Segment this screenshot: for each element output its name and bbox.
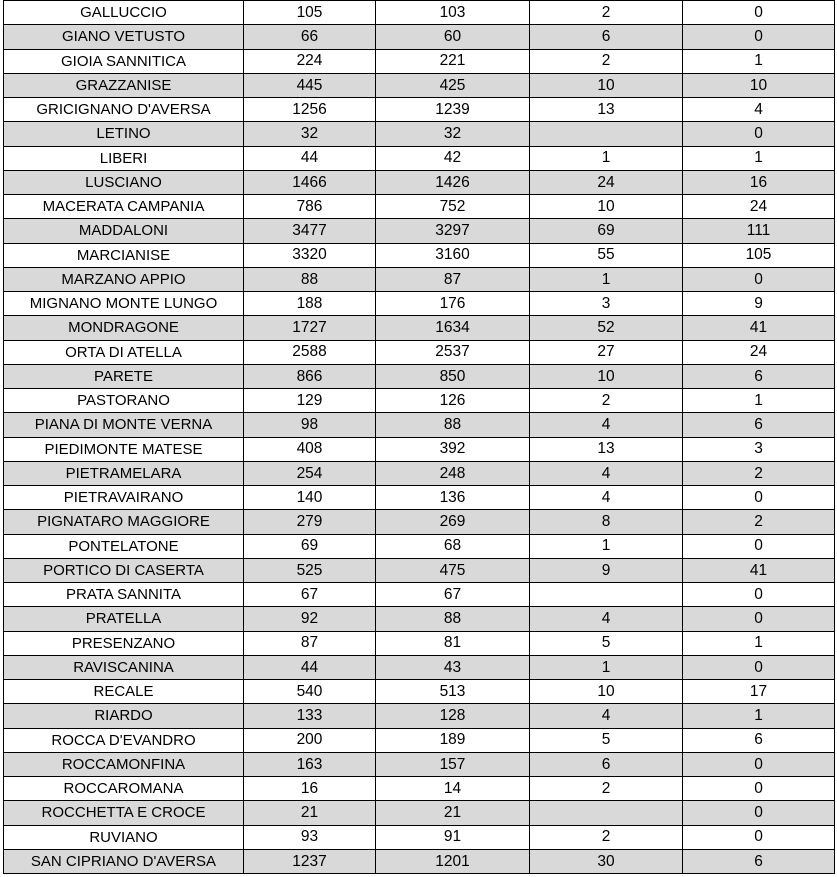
municipality-name-cell: GALLUCCIO: [4, 1, 244, 25]
municipality-name-cell: MADDALONI: [4, 219, 244, 243]
value-cell-col-4: 10: [683, 73, 835, 97]
value-cell-col-4: 9: [683, 292, 835, 316]
value-cell-col-3: 69: [530, 219, 683, 243]
value-cell-col-1: 21: [244, 801, 376, 825]
municipality-name-cell: GIANO VETUSTO: [4, 25, 244, 49]
table-row: [4, 1, 835, 25]
table-row: [4, 655, 835, 679]
value-cell-col-1: 866: [244, 364, 376, 388]
value-cell-col-1: 1237: [244, 849, 376, 873]
value-cell-col-4: 0: [683, 825, 835, 849]
table-row: [4, 704, 835, 728]
value-cell-col-4: 0: [683, 534, 835, 558]
table-row: [4, 413, 835, 437]
value-cell-col-4: 2: [683, 461, 835, 485]
value-cell-col-1: 88: [244, 267, 376, 291]
table-row: [4, 825, 835, 849]
value-cell-col-1: 129: [244, 389, 376, 413]
value-cell-col-1: 279: [244, 510, 376, 534]
value-cell-col-3: 9: [530, 558, 683, 582]
municipality-name-cell: PIEDIMONTE MATESE: [4, 437, 244, 461]
value-cell-col-4: 0: [683, 1, 835, 25]
municipality-name-cell: PASTORANO: [4, 389, 244, 413]
value-cell-col-4: 41: [683, 558, 835, 582]
value-cell-col-4: 0: [683, 267, 835, 291]
value-cell-col-4: 6: [683, 849, 835, 873]
municipality-name-cell: RECALE: [4, 680, 244, 704]
table-row: [4, 486, 835, 510]
value-cell-col-2: 850: [376, 364, 530, 388]
value-cell-col-2: 1426: [376, 170, 530, 194]
value-cell-col-4: 0: [683, 752, 835, 776]
value-cell-col-2: 475: [376, 558, 530, 582]
value-cell-col-3: 55: [530, 243, 683, 267]
value-cell-col-3: [530, 801, 683, 825]
value-cell-col-4: 6: [683, 364, 835, 388]
municipality-name-cell: MACERATA CAMPANIA: [4, 195, 244, 219]
value-cell-col-1: 140: [244, 486, 376, 510]
value-cell-col-4: 6: [683, 413, 835, 437]
municipality-name-cell: RIARDO: [4, 704, 244, 728]
value-cell-col-3: [530, 583, 683, 607]
table-row: [4, 607, 835, 631]
value-cell-col-1: 98: [244, 413, 376, 437]
municipality-name-cell: MIGNANO MONTE LUNGO: [4, 292, 244, 316]
value-cell-col-4: 2: [683, 510, 835, 534]
table-row: [4, 219, 835, 243]
municipality-name-cell: ROCCAMONFINA: [4, 752, 244, 776]
municipality-name-cell: PORTICO DI CASERTA: [4, 558, 244, 582]
value-cell-col-4: 0: [683, 583, 835, 607]
value-cell-col-4: 1: [683, 631, 835, 655]
value-cell-col-2: 91: [376, 825, 530, 849]
value-cell-col-1: 254: [244, 461, 376, 485]
value-cell-col-1: 200: [244, 728, 376, 752]
value-cell-col-4: 1: [683, 146, 835, 170]
value-cell-col-3: 1: [530, 534, 683, 558]
value-cell-col-2: 513: [376, 680, 530, 704]
table-row: [4, 849, 835, 873]
value-cell-col-4: 105: [683, 243, 835, 267]
municipality-name-cell: MONDRAGONE: [4, 316, 244, 340]
table-row: [4, 195, 835, 219]
value-cell-col-2: 88: [376, 607, 530, 631]
value-cell-col-3: 8: [530, 510, 683, 534]
municipality-name-cell: RUVIANO: [4, 825, 244, 849]
value-cell-col-3: 6: [530, 25, 683, 49]
value-cell-col-3: 4: [530, 461, 683, 485]
value-cell-col-2: 87: [376, 267, 530, 291]
value-cell-col-2: 1201: [376, 849, 530, 873]
value-cell-col-2: 60: [376, 25, 530, 49]
value-cell-col-1: 92: [244, 607, 376, 631]
value-cell-col-1: 133: [244, 704, 376, 728]
value-cell-col-3: 1: [530, 655, 683, 679]
value-cell-col-2: 88: [376, 413, 530, 437]
table-row: [4, 752, 835, 776]
value-cell-col-4: 24: [683, 340, 835, 364]
value-cell-col-1: 105: [244, 1, 376, 25]
value-cell-col-3: 10: [530, 364, 683, 388]
value-cell-col-3: 4: [530, 486, 683, 510]
value-cell-col-1: 445: [244, 73, 376, 97]
value-cell-col-2: 3160: [376, 243, 530, 267]
value-cell-col-3: 5: [530, 728, 683, 752]
table-row: [4, 122, 835, 146]
value-cell-col-1: 87: [244, 631, 376, 655]
value-cell-col-3: 6: [530, 752, 683, 776]
municipality-name-cell: GIOIA SANNITICA: [4, 49, 244, 73]
value-cell-col-4: 1: [683, 704, 835, 728]
table-row: [4, 292, 835, 316]
value-cell-col-4: 3: [683, 437, 835, 461]
table-row: [4, 777, 835, 801]
municipality-name-cell: PRATA SANNITA: [4, 583, 244, 607]
municipality-data-table: [3, 0, 835, 874]
municipality-name-cell: PONTELATONE: [4, 534, 244, 558]
table-row: [4, 267, 835, 291]
value-cell-col-4: 0: [683, 607, 835, 631]
value-cell-col-4: 4: [683, 98, 835, 122]
value-cell-col-3: 2: [530, 825, 683, 849]
table-row: [4, 461, 835, 485]
municipality-name-cell: PRESENZANO: [4, 631, 244, 655]
value-cell-col-3: 10: [530, 680, 683, 704]
municipality-name-cell: PRATELLA: [4, 607, 244, 631]
table-row: [4, 389, 835, 413]
value-cell-col-2: 103: [376, 1, 530, 25]
table-row: [4, 364, 835, 388]
value-cell-col-4: 1: [683, 49, 835, 73]
value-cell-col-1: 525: [244, 558, 376, 582]
value-cell-col-3: 1: [530, 146, 683, 170]
municipality-name-cell: SAN CIPRIANO D'AVERSA: [4, 849, 244, 873]
municipality-name-cell: LIBERI: [4, 146, 244, 170]
value-cell-col-2: 189: [376, 728, 530, 752]
table-row: [4, 340, 835, 364]
value-cell-col-2: 21: [376, 801, 530, 825]
value-cell-col-2: 81: [376, 631, 530, 655]
municipality-name-cell: MARCIANISE: [4, 243, 244, 267]
value-cell-col-4: 41: [683, 316, 835, 340]
value-cell-col-4: 0: [683, 486, 835, 510]
value-cell-col-2: 128: [376, 704, 530, 728]
value-cell-col-3: 13: [530, 98, 683, 122]
value-cell-col-3: [530, 122, 683, 146]
value-cell-col-3: 52: [530, 316, 683, 340]
value-cell-col-1: 408: [244, 437, 376, 461]
municipality-name-cell: ROCCHETTA E CROCE: [4, 801, 244, 825]
value-cell-col-1: 1256: [244, 98, 376, 122]
value-cell-col-2: 68: [376, 534, 530, 558]
value-cell-col-4: 0: [683, 801, 835, 825]
value-cell-col-2: 126: [376, 389, 530, 413]
table-row: [4, 728, 835, 752]
municipality-name-cell: ROCCAROMANA: [4, 777, 244, 801]
value-cell-col-3: 4: [530, 704, 683, 728]
municipality-name-cell: PIANA DI MONTE VERNA: [4, 413, 244, 437]
municipality-name-cell: GRAZZANISE: [4, 73, 244, 97]
value-cell-col-4: 0: [683, 25, 835, 49]
value-cell-col-4: 0: [683, 777, 835, 801]
value-cell-col-3: 2: [530, 1, 683, 25]
table-row: [4, 73, 835, 97]
table-row: [4, 49, 835, 73]
value-cell-col-2: 136: [376, 486, 530, 510]
value-cell-col-4: 0: [683, 655, 835, 679]
value-cell-col-1: 3477: [244, 219, 376, 243]
value-cell-col-2: 176: [376, 292, 530, 316]
value-cell-col-1: 44: [244, 146, 376, 170]
value-cell-col-2: 269: [376, 510, 530, 534]
value-cell-col-1: 2588: [244, 340, 376, 364]
municipality-name-cell: GRICIGNANO D'AVERSA: [4, 98, 244, 122]
value-cell-col-2: 425: [376, 73, 530, 97]
municipality-name-cell: ORTA DI ATELLA: [4, 340, 244, 364]
value-cell-col-3: 13: [530, 437, 683, 461]
table-row: [4, 98, 835, 122]
table-row: [4, 558, 835, 582]
value-cell-col-1: 32: [244, 122, 376, 146]
table-row: [4, 680, 835, 704]
value-cell-col-2: 1239: [376, 98, 530, 122]
value-cell-col-4: 16: [683, 170, 835, 194]
municipality-name-cell: PARETE: [4, 364, 244, 388]
value-cell-col-3: 10: [530, 73, 683, 97]
value-cell-col-1: 163: [244, 752, 376, 776]
value-cell-col-4: 24: [683, 195, 835, 219]
value-cell-col-2: 32: [376, 122, 530, 146]
value-cell-col-3: 24: [530, 170, 683, 194]
value-cell-col-1: 44: [244, 655, 376, 679]
municipality-name-cell: RAVISCANINA: [4, 655, 244, 679]
value-cell-col-3: 1: [530, 267, 683, 291]
value-cell-col-3: 30: [530, 849, 683, 873]
value-cell-col-4: 17: [683, 680, 835, 704]
value-cell-col-2: 752: [376, 195, 530, 219]
value-cell-col-1: 16: [244, 777, 376, 801]
value-cell-col-3: 2: [530, 49, 683, 73]
value-cell-col-1: 3320: [244, 243, 376, 267]
value-cell-col-3: 2: [530, 389, 683, 413]
value-cell-col-3: 2: [530, 777, 683, 801]
value-cell-col-2: 67: [376, 583, 530, 607]
value-cell-col-3: 3: [530, 292, 683, 316]
value-cell-col-1: 224: [244, 49, 376, 73]
table-row: [4, 170, 835, 194]
table-row: [4, 437, 835, 461]
value-cell-col-1: 66: [244, 25, 376, 49]
value-cell-col-2: 3297: [376, 219, 530, 243]
value-cell-col-1: 786: [244, 195, 376, 219]
value-cell-col-3: 4: [530, 413, 683, 437]
value-cell-col-4: 0: [683, 122, 835, 146]
municipality-name-cell: PIGNATARO MAGGIORE: [4, 510, 244, 534]
value-cell-col-2: 2537: [376, 340, 530, 364]
table-row: [4, 534, 835, 558]
value-cell-col-1: 188: [244, 292, 376, 316]
value-cell-col-3: 5: [530, 631, 683, 655]
value-cell-col-1: 540: [244, 680, 376, 704]
value-cell-col-2: 43: [376, 655, 530, 679]
value-cell-col-2: 42: [376, 146, 530, 170]
value-cell-col-2: 1634: [376, 316, 530, 340]
value-cell-col-4: 111: [683, 219, 835, 243]
value-cell-col-2: 392: [376, 437, 530, 461]
value-cell-col-1: 67: [244, 583, 376, 607]
municipality-name-cell: PIETRAMELARA: [4, 461, 244, 485]
table-body: [4, 1, 835, 874]
value-cell-col-2: 157: [376, 752, 530, 776]
value-cell-col-1: 93: [244, 825, 376, 849]
municipality-name-cell: LUSCIANO: [4, 170, 244, 194]
municipality-name-cell: MARZANO APPIO: [4, 267, 244, 291]
value-cell-col-4: 6: [683, 728, 835, 752]
municipality-name-cell: ROCCA D'EVANDRO: [4, 728, 244, 752]
table-row: [4, 510, 835, 534]
value-cell-col-3: 10: [530, 195, 683, 219]
value-cell-col-3: 4: [530, 607, 683, 631]
table-row: [4, 316, 835, 340]
value-cell-col-1: 1466: [244, 170, 376, 194]
table-row: [4, 583, 835, 607]
value-cell-col-2: 248: [376, 461, 530, 485]
table-row: [4, 631, 835, 655]
value-cell-col-2: 14: [376, 777, 530, 801]
value-cell-col-3: 27: [530, 340, 683, 364]
value-cell-col-2: 221: [376, 49, 530, 73]
table-row: [4, 146, 835, 170]
table-row: [4, 25, 835, 49]
value-cell-col-1: 1727: [244, 316, 376, 340]
municipality-name-cell: LETINO: [4, 122, 244, 146]
table-row: [4, 243, 835, 267]
municipality-name-cell: PIETRAVAIRANO: [4, 486, 244, 510]
table-row: [4, 801, 835, 825]
value-cell-col-1: 69: [244, 534, 376, 558]
value-cell-col-4: 1: [683, 389, 835, 413]
